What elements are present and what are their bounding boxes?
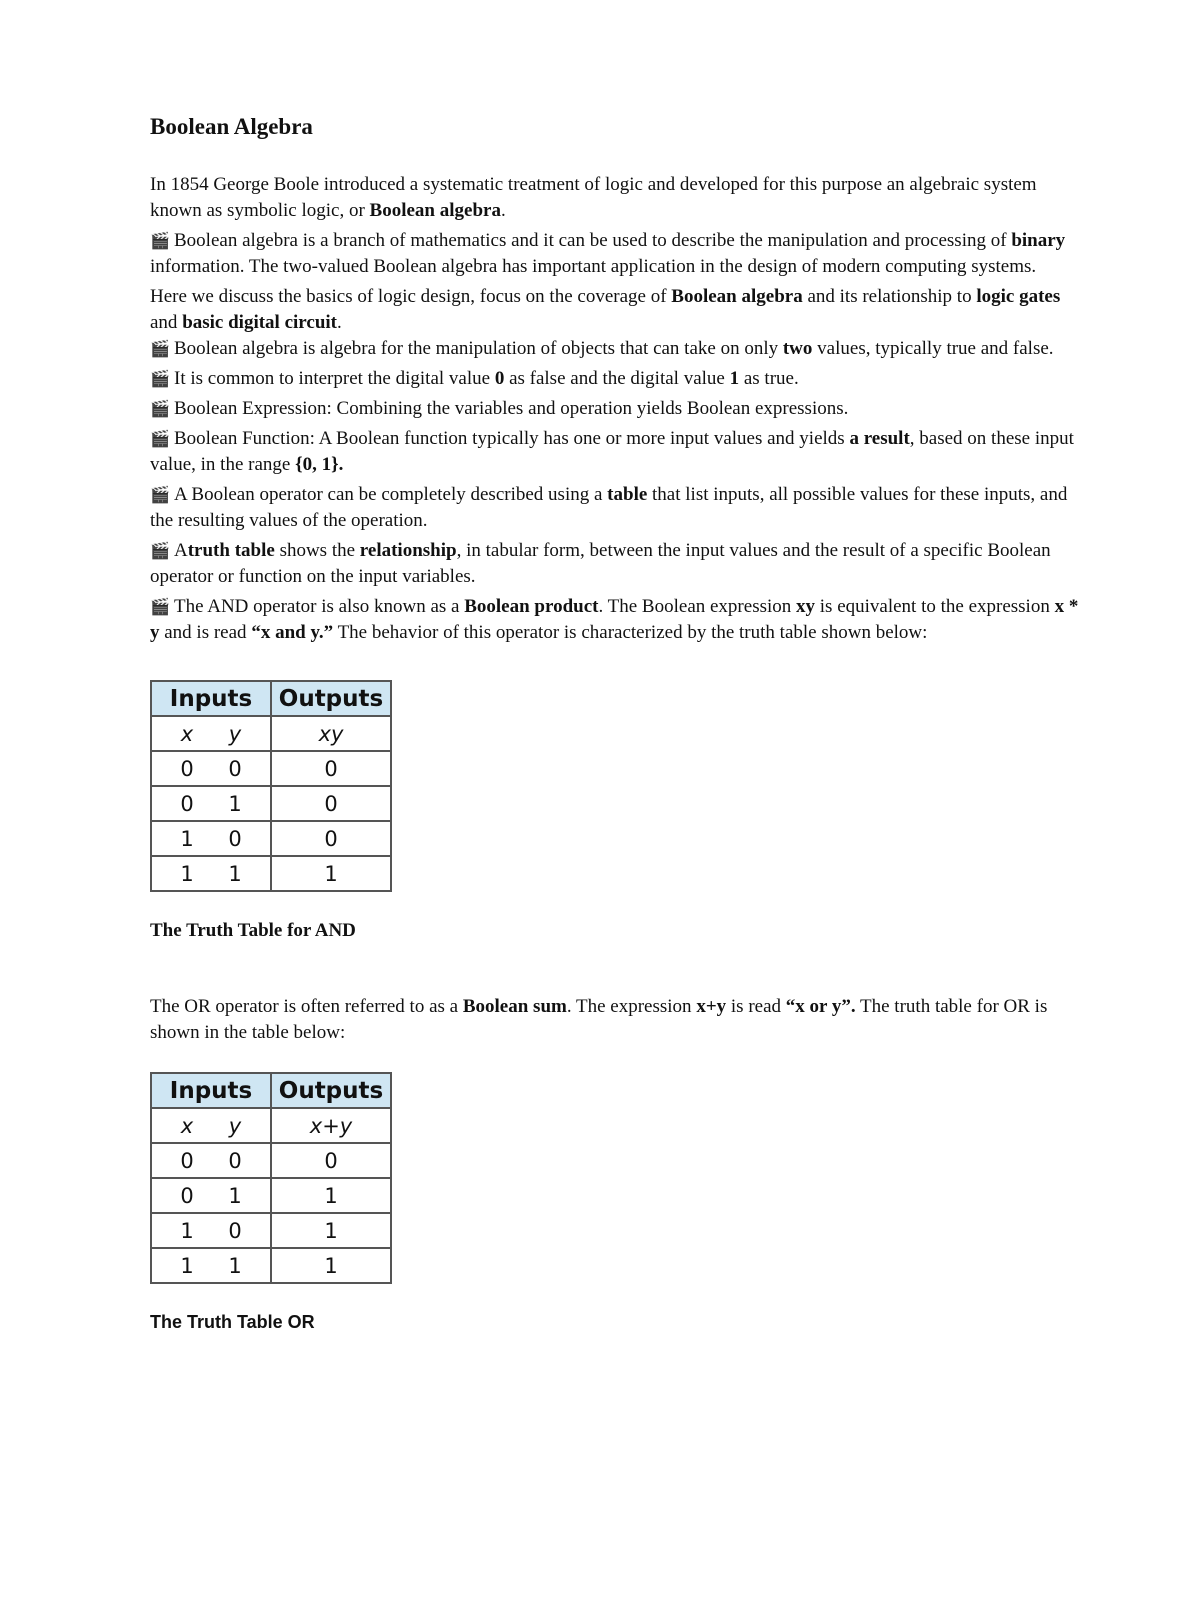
input-cell	[151, 821, 271, 856]
var-x: x	[180, 721, 194, 746]
intro-paragraph	[150, 172, 1080, 224]
x-value: 1	[180, 826, 194, 851]
clapperboard-icon: 🎬	[150, 597, 170, 616]
bullet-2-bold: two	[782, 338, 813, 359]
clapperboard-icon: 🎬	[150, 369, 170, 388]
clapperboard-icon: 🎬	[150, 399, 170, 418]
or-bold-3: “x or y”.	[785, 996, 856, 1017]
output-cell: 0	[271, 1143, 391, 1178]
bullet-paragraph-2	[150, 336, 1080, 362]
bullet-7-text-3: , in tabular form, between the input values and the result of a specific Boolean operator or function on the input variables.	[150, 540, 1051, 587]
or-bold-2: x+y	[696, 996, 727, 1017]
clapperboard-icon: 🎬	[150, 541, 170, 560]
output-cell: 1	[271, 1213, 391, 1248]
para-2-text-3: and	[150, 312, 183, 333]
bullet-8-bold-1: Boolean product	[464, 596, 599, 617]
x-value: 1	[180, 1253, 194, 1278]
bullet-3-text-2: as false and the digital value	[504, 368, 730, 389]
or-text-4: The truth table for OR is shown in the table below:	[150, 996, 1048, 1043]
y-value: 0	[228, 1148, 242, 1173]
x-value: 0	[180, 756, 194, 781]
bullet-7-bold-1: truth table	[187, 540, 275, 561]
variables-row	[151, 716, 391, 751]
output-cell: 0	[271, 786, 391, 821]
para-2-text: Here we discuss the basics of logic design, focus on the coverage of	[150, 286, 672, 307]
output-cell: 1	[271, 1248, 391, 1283]
output-cell: 1	[271, 856, 391, 891]
bullet-3-text: It is common to interpret the digital value	[174, 368, 495, 389]
document-title: Boolean Algebra	[150, 114, 313, 139]
table-row	[151, 1178, 391, 1213]
or-text-1: The OR operator is often referred to as a	[150, 996, 463, 1017]
bullet-paragraph-8	[150, 594, 1080, 646]
clapperboard-icon: 🎬	[150, 339, 170, 358]
input-cell	[151, 1178, 271, 1213]
x-value: 0	[180, 1183, 194, 1208]
or-bold-1: Boolean sum	[462, 996, 567, 1017]
clapperboard-icon: 🎬	[150, 485, 170, 504]
bullet-paragraph-5	[150, 426, 1080, 478]
output-cell: 1	[271, 1178, 391, 1213]
bullet-8-text-5: The behavior of this operator is characterized by the truth table shown below:	[333, 622, 928, 643]
input-cell	[151, 1248, 271, 1283]
bullet-paragraph-4	[150, 396, 1080, 422]
bullet-6-text: A Boolean operator can be completely described using a	[174, 484, 608, 505]
and-table-caption: The Truth Table for AND	[150, 920, 356, 941]
bullet-5-text: Boolean Function: A Boolean function typically has one or more input values and yields	[174, 428, 850, 449]
y-value: 1	[228, 861, 242, 886]
bullet-1-text: Boolean algebra is a branch of mathematics and it can be used to describe the manipulation and processing of	[174, 230, 1012, 251]
inputs-header: Inputs	[151, 1073, 271, 1108]
var-y: y	[228, 1113, 242, 1138]
x-value: 1	[180, 861, 194, 886]
bullet-paragraph-3	[150, 366, 1080, 392]
bullet-8-text-2: . The Boolean expression	[598, 596, 797, 617]
bullet-8-text-4: and is read	[159, 622, 252, 643]
bullet-5-bold-2: {0, 1}.	[295, 454, 344, 475]
input-cell	[151, 786, 271, 821]
bullet-4-text: Boolean Expression: Combining the variables and operation yields Boolean expressions.	[174, 398, 849, 419]
y-value: 0	[228, 1218, 242, 1243]
para-2-text-2: and its relationship to	[802, 286, 977, 307]
bullet-8-text: The AND operator is also known as a	[174, 596, 465, 617]
input-cell	[151, 1213, 271, 1248]
bullet-paragraph-7	[150, 538, 1080, 590]
var-x: x	[180, 1113, 194, 1138]
intro-bold-boolean-algebra: Boolean algebra	[369, 200, 501, 221]
table-row	[151, 856, 391, 891]
table-header-row	[151, 681, 391, 716]
or-text-2: . The expression	[566, 996, 697, 1017]
input-variables-cell	[151, 716, 271, 751]
table-row	[151, 1143, 391, 1178]
or-truth-table	[150, 1072, 392, 1284]
table-row	[151, 821, 391, 856]
paragraph-2	[150, 284, 1080, 336]
bullet-3-text-3: as true.	[739, 368, 799, 389]
bullet-8-text-3: is equivalent to the expression	[815, 596, 1055, 617]
table-row	[151, 751, 391, 786]
table-header-row	[151, 1073, 391, 1108]
para-2-bold-2: logic gates	[976, 286, 1061, 307]
bullet-6-bold: table	[607, 484, 648, 505]
bullet-7-text: A	[174, 540, 188, 561]
or-paragraph	[150, 994, 1080, 1046]
clapperboard-icon: 🎬	[150, 231, 170, 250]
table-row	[151, 786, 391, 821]
inputs-header: Inputs	[151, 681, 271, 716]
or-text-3: is read	[726, 996, 786, 1017]
bullet-3-bold-1: 0	[494, 368, 505, 389]
bullet-8-bold-4: “x and y.”	[251, 622, 334, 643]
para-2-bold-3: basic digital circuit	[182, 312, 337, 333]
var-y: y	[228, 721, 242, 746]
y-value: 0	[228, 826, 242, 851]
input-cell	[151, 856, 271, 891]
bullet-7-bold-2: relationship	[359, 540, 457, 561]
output-variable-cell: xy	[271, 716, 391, 751]
input-variables-cell	[151, 1108, 271, 1143]
y-value: 0	[228, 756, 242, 781]
table-row	[151, 1248, 391, 1283]
y-value: 1	[228, 1183, 242, 1208]
or-table-caption: The Truth Table OR	[150, 1312, 315, 1332]
bullet-6-text-end: that list inputs, all possible values for these inputs, and the resulting values of the operation.	[150, 484, 1068, 531]
and-truth-table	[150, 680, 392, 892]
output-cell: 0	[271, 821, 391, 856]
output-variable-cell: x+y	[271, 1108, 391, 1143]
bullet-5-bold-1: a result	[849, 428, 910, 449]
document-page	[150, 112, 1080, 1333]
x-value: 1	[180, 1218, 194, 1243]
x-value: 0	[180, 791, 194, 816]
input-cell	[151, 751, 271, 786]
input-cell	[151, 1143, 271, 1178]
outputs-header: Outputs	[271, 1073, 391, 1108]
y-value: 1	[228, 1253, 242, 1278]
bullet-3-bold-2: 1	[729, 368, 740, 389]
outputs-header: Outputs	[271, 681, 391, 716]
para-2-bold-1: Boolean algebra	[671, 286, 803, 307]
bullet-5-text-2: , based on these input value, in the range	[150, 428, 1074, 475]
table-row	[151, 1213, 391, 1248]
bullet-1-bold: binary	[1011, 230, 1066, 251]
bullet-2-text: Boolean algebra is algebra for the manipulation of objects that can take on only	[174, 338, 783, 359]
x-value: 0	[180, 1148, 194, 1173]
bullet-2-text-end: values, typically true and false.	[812, 338, 1054, 359]
clapperboard-icon: 🎬	[150, 429, 170, 448]
variables-row	[151, 1108, 391, 1143]
output-cell: 0	[271, 751, 391, 786]
bullet-8-bold-3: x * y	[150, 596, 1079, 643]
y-value: 1	[228, 791, 242, 816]
bullet-1-text-end: information. The two-valued Boolean algebra has important application in the design of modern computing systems.	[150, 256, 1037, 277]
para-2-text-4: .	[337, 312, 342, 333]
bullet-paragraph-6	[150, 482, 1080, 534]
intro-text: In 1854 George Boole introduced a systematic treatment of logic and developed for this purpose an algebraic system known as symbolic logic, or	[150, 174, 1037, 221]
bullet-8-bold-2: xy	[796, 596, 816, 617]
bullet-7-text-2: shows the	[274, 540, 360, 561]
bullet-paragraph-1	[150, 228, 1080, 280]
intro-text-end: .	[500, 200, 506, 221]
